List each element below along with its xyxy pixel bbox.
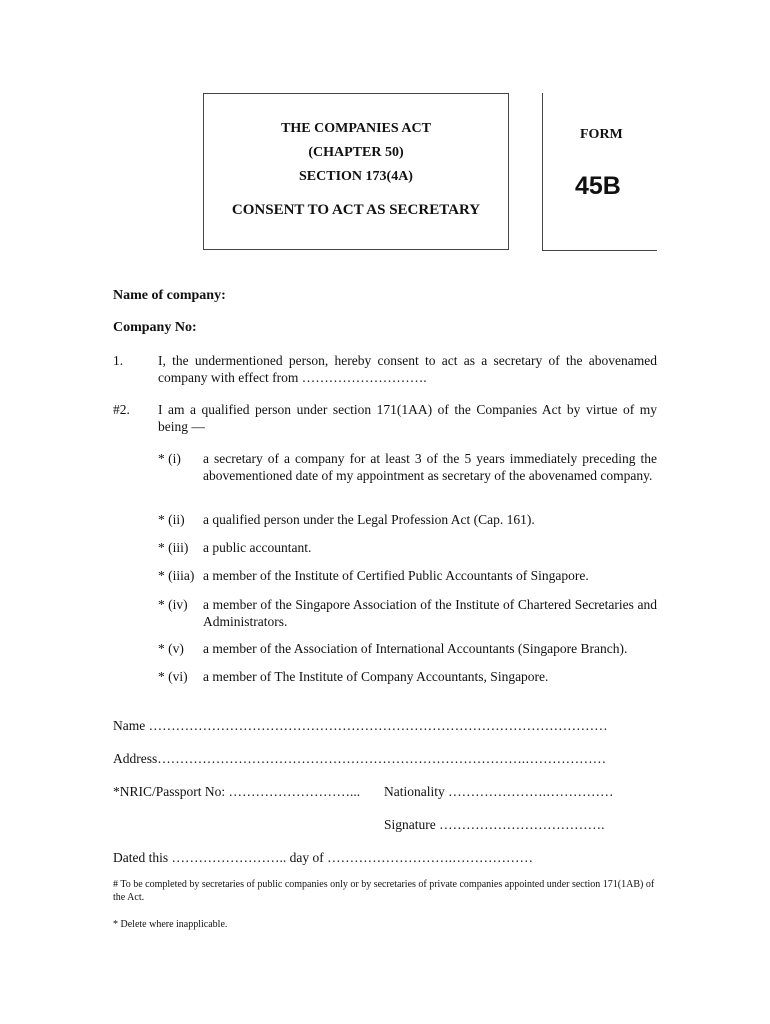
item-marker: * (iiia) (158, 568, 195, 583)
dated-field[interactable]: Dated this …………………….. day of ……………………….……………… (113, 850, 533, 865)
item-text: a qualified person under the Legal Profession Act (Cap. 161). (203, 512, 535, 527)
form-divider-vertical (542, 93, 543, 251)
form-number: 45B (575, 172, 621, 200)
footnote-hash: # To be completed by secretaries of public companies only or by secretaries of private companies appointed under section 171(1AB) of the Act. (113, 879, 655, 903)
nric-passport-field[interactable]: *NRIC/Passport No: ………………………... (113, 784, 361, 799)
clause-1-number: 1. (113, 353, 124, 368)
address-field[interactable]: Address……………………………………………………………………….……………… (113, 751, 607, 766)
footnote-star: * Delete where inapplicable. (113, 919, 228, 930)
name-field[interactable]: Name ………………………………………………………………………………………… (113, 718, 608, 733)
form-title: CONSENT TO ACT AS SECRETARY (231, 202, 481, 218)
signature-field[interactable]: Signature ………………………………. (384, 817, 605, 832)
item-marker: * (ii) (158, 512, 185, 527)
form-divider-horizontal (542, 250, 657, 251)
item-text: a member of the Institute of Certified Public Accountants of Singapore. (203, 568, 589, 583)
act-title: THE COMPANIES ACT (281, 121, 431, 136)
item-marker: * (vi) (158, 669, 188, 684)
item-marker: * (iv) (158, 597, 188, 612)
item-text: a member of the Singapore Association of the Institute of Chartered Secretaries and Administrators. (203, 597, 657, 629)
form-title-box (203, 93, 509, 250)
item-text: a member of the Association of International Accountants (Singapore Branch). (203, 641, 628, 656)
item-marker: * (v) (158, 641, 184, 656)
section-label: SECTION 173(4A) (299, 169, 413, 184)
chapter-label: (CHAPTER 50) (308, 145, 404, 160)
clause-2-number: #2. (113, 402, 130, 417)
item-marker: * (i) (158, 451, 181, 466)
item-marker: * (iii) (158, 540, 189, 555)
company-number-label: Company No: (113, 320, 197, 335)
clause-1-text: I, the undermentioned person, hereby consent to act as a secretary of the abovenamed company with effect from ………………………. (158, 353, 657, 385)
clause-2-text: I am a qualified person under section 171(1AA) of the Companies Act by virtue of my being — (158, 402, 657, 434)
item-text: a public accountant. (203, 540, 312, 555)
item-text: a member of The Institute of Company Accountants, Singapore. (203, 669, 549, 684)
nationality-field[interactable]: Nationality ………………….…………… (384, 784, 614, 799)
item-text: a secretary of a company for at least 3 of the 5 years immediately preceding the abovementioned date of my appointment as secretary of the abovenamed company. (203, 451, 657, 483)
company-name-label: Name of company: (113, 288, 226, 303)
form-label: FORM (580, 127, 623, 142)
